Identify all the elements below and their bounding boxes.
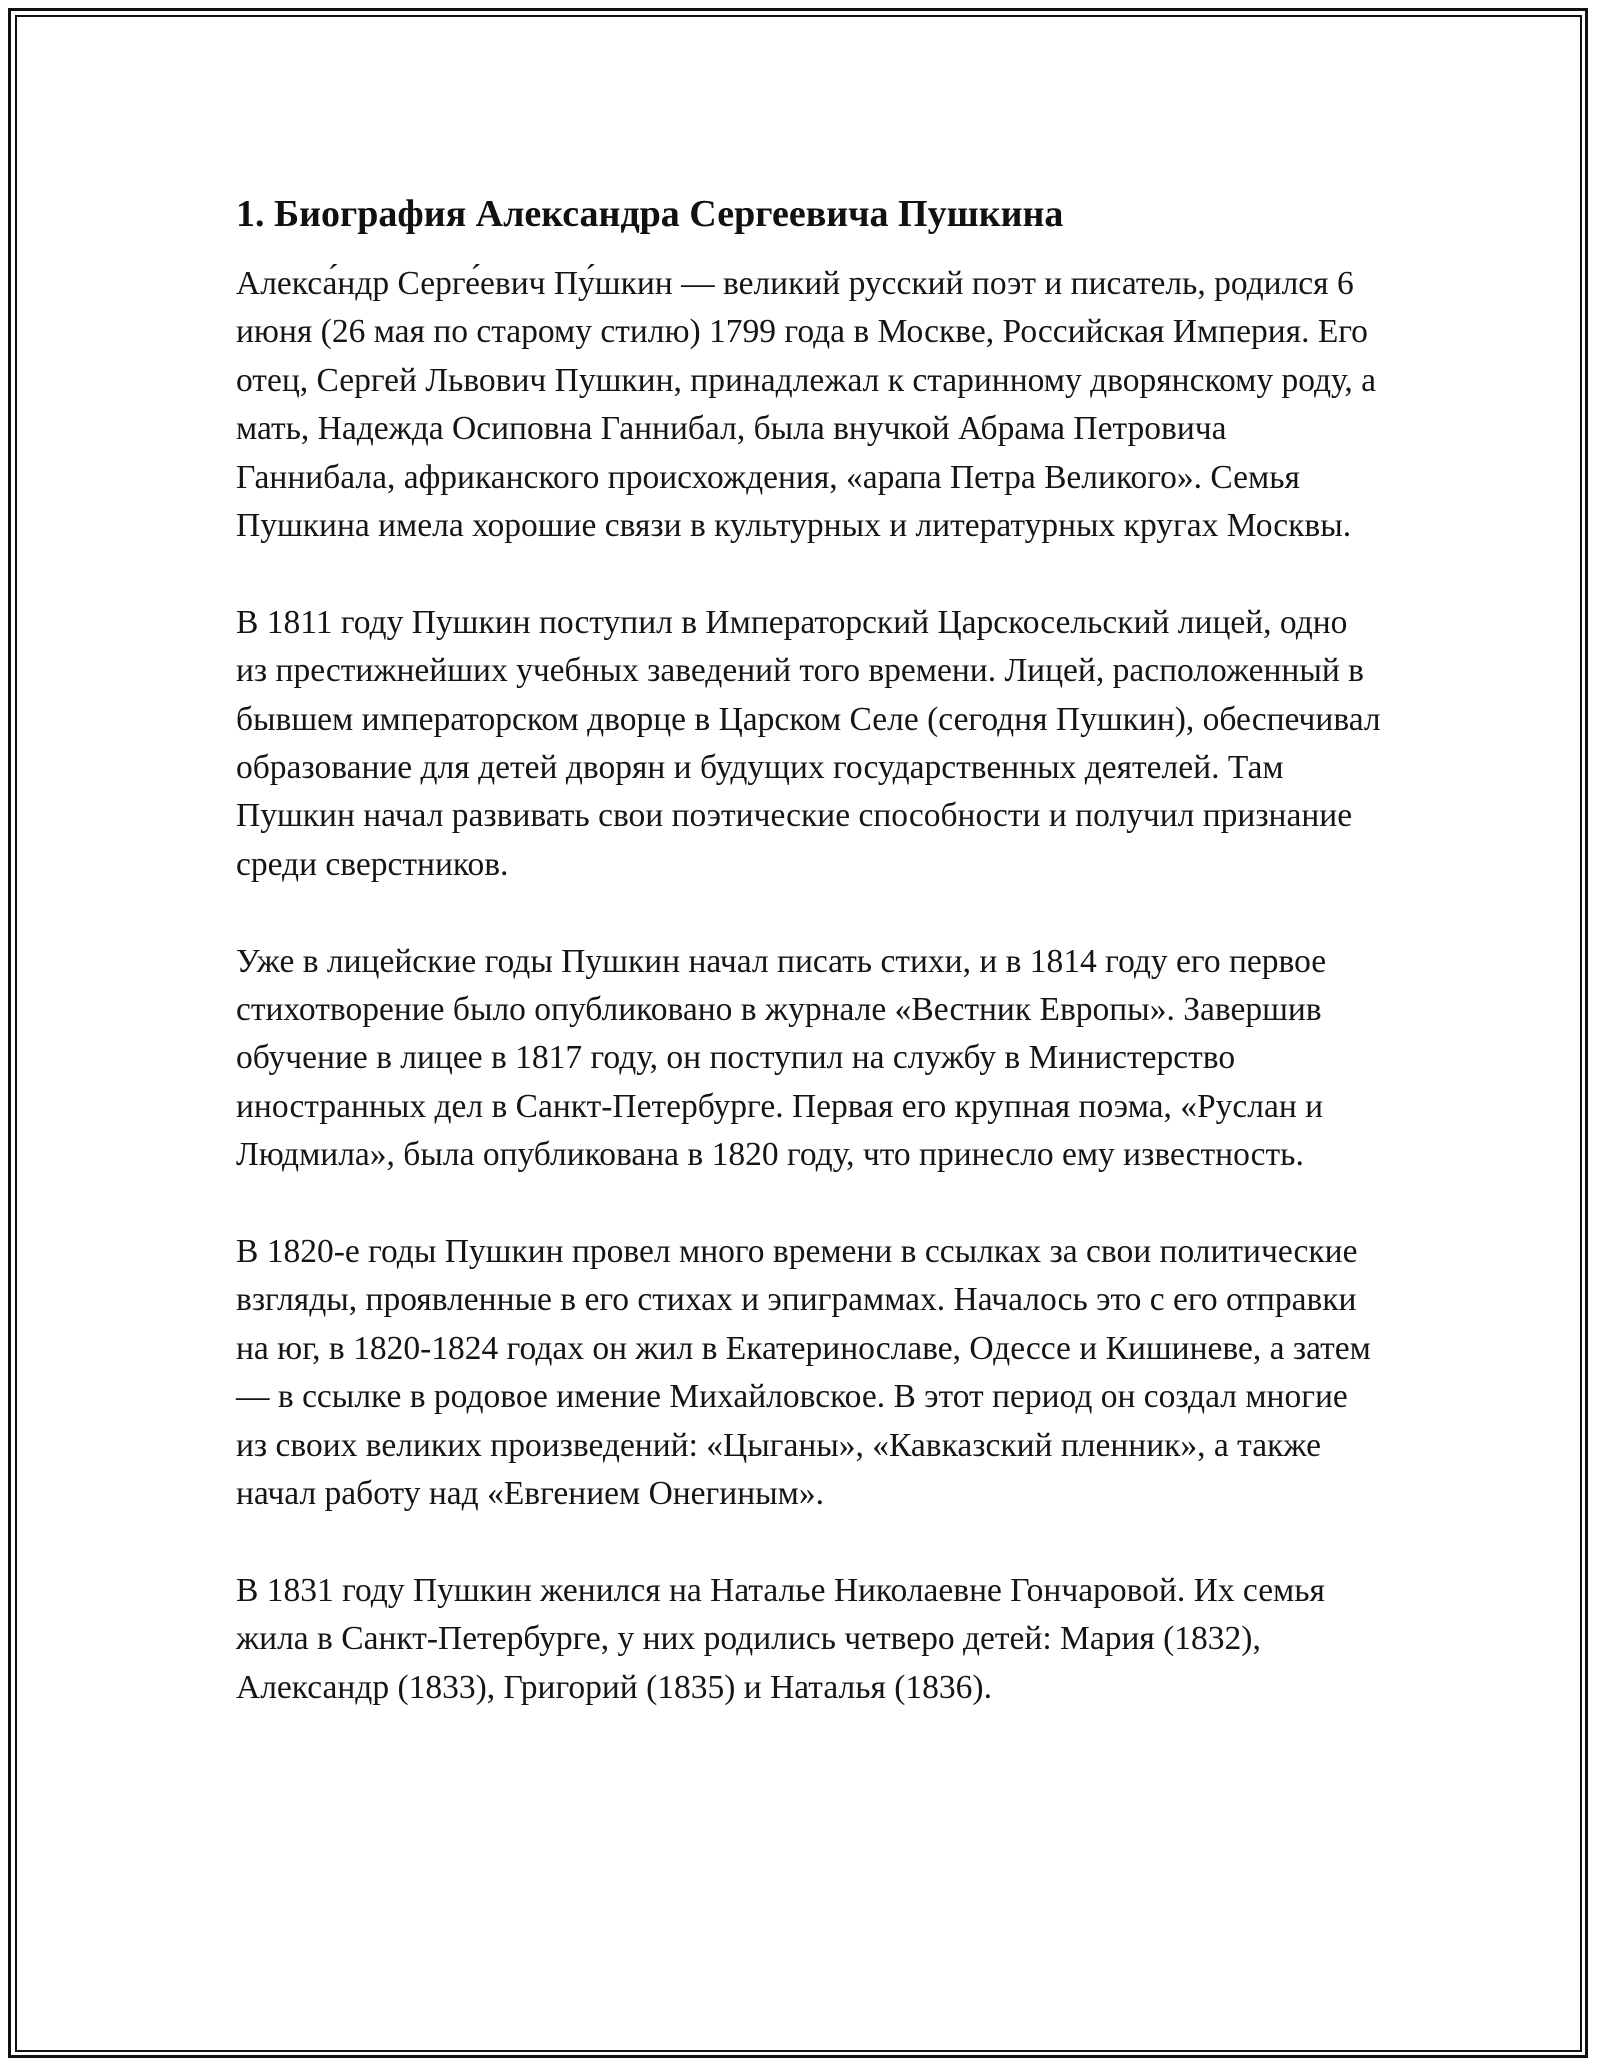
document-body — [236, 186, 1386, 1712]
paragraph-exile: В 1820-е годы Пушкин провел много времени в ссылках за свои политические взгляды, проявленные в его стихах и эпиграммах. Началось это с его отправки на юг, в 1820-1824 годах он жил в Екатеринославе, Одессе и Кишиневе, а затем — в ссылке в родовое имение Михайловское. В этот период он создал многие из своих великих произведений: «Цыганы», «Кавказский пленник», а также начал работу над «Евгением Онегиным». — [236, 1233, 1371, 1513]
paragraph-early-works: Уже в лицейские годы Пушкин начал писать стихи, и в 1814 году его первое стихотворение было опубликовано в журнале «Вестник Европы». Завершив обучение в лицее в 1817 году, он поступил на службу в Министерство иностранных дел в Санкт-Петербурге. Первая его крупная поэма, «Руслан и Людмила», была опубликована в 1820 году, что принесло ему известность. — [236, 942, 1327, 1174]
paragraph-marriage: В 1831 году Пушкин женился на Наталье Николаевне Гончаровой. Их семья жила в Санкт-Петербурге, у них родились четверо детей: Мария (1832), Александр (1833), Григорий (1835) и Наталья (1836). — [236, 1571, 1325, 1706]
document-heading: 1. Биография Александра Сергеевича Пушкина — [236, 193, 1064, 235]
paragraph-lyceum: В 1811 году Пушкин поступил в Императорский Царскосельский лицей, одно из престижнейших учебных заведений того времени. Лицей, расположенный в бывшем императорском дворце в Царском Селе (сегодня Пушкин), обеспечивал образование для детей дворян и будущих государственных деятелей. Там Пушкин начал развивать свои поэтические способности и получил признание среди сверстников. — [236, 603, 1381, 883]
paragraph-birth-family: Алекса́ндр Серге́евич Пу́шкин — великий русский поэт и писатель, родился 6 июня (26 мая по старому стилю) 1799 года в Москве, Российская Империя. Его отец, Сергей Львович Пушкин, принадлежал к старинному дворянскому роду, а мать, Надежда Осиповна Ганнибал, была внучкой Абрама Петровича Ганнибала, африканского происхождения, «арапа Петра Великого». Семья Пушкина имела хорошие связи в культурных и литературных кругах Москвы. — [236, 265, 1377, 545]
